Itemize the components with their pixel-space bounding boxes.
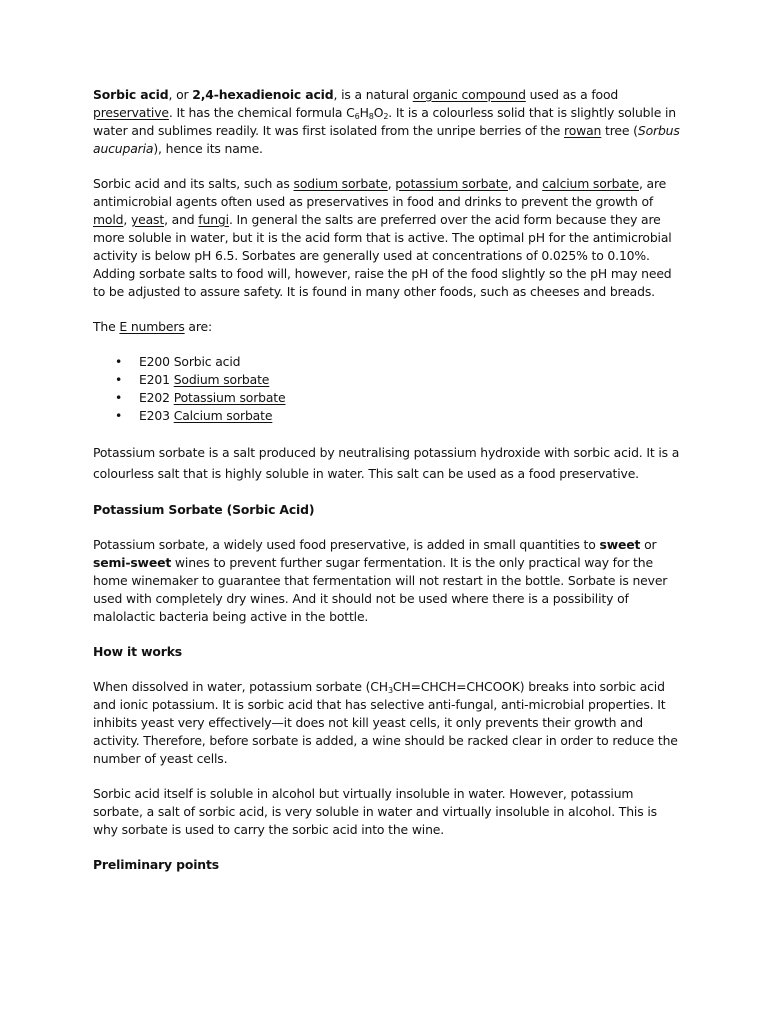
paragraph-wine-usage bbox=[93, 536, 683, 626]
text: tree ( bbox=[601, 123, 638, 138]
text: or bbox=[640, 537, 657, 552]
formula-sub-2: 2 bbox=[383, 112, 389, 121]
bullet-icon: • bbox=[115, 390, 123, 405]
link-organic-compound[interactable]: organic compound bbox=[412, 87, 526, 102]
link-potassium-sorbate-e202[interactable]: Potassium sorbate bbox=[173, 390, 286, 405]
text: The bbox=[93, 319, 120, 334]
link-mold[interactable]: mold bbox=[93, 212, 124, 227]
e-code: E203 bbox=[139, 408, 170, 423]
formula-o: O bbox=[373, 105, 384, 120]
paragraph-e-numbers-intro bbox=[93, 318, 683, 336]
text: Sorbic acid and its salts, such as bbox=[93, 176, 294, 191]
link-e-numbers[interactable]: E numbers bbox=[119, 319, 185, 334]
term-hexadienoic-acid: 2,4-hexadienoic acid bbox=[192, 87, 334, 102]
paragraph-potassium-sorbate-salt: Potassium sorbate is a salt produced by neutralising potassium hydroxide with sorbic acid. It is a colourless salt that is highly soluble in water. This salt can be used as a food preservative. bbox=[93, 445, 680, 481]
text: , bbox=[123, 212, 131, 227]
document-body bbox=[93, 86, 683, 891]
text: , bbox=[387, 176, 396, 191]
e-numbers-list bbox=[93, 353, 683, 425]
text: are: bbox=[184, 319, 213, 334]
link-sodium-sorbate[interactable]: sodium sorbate bbox=[293, 176, 388, 191]
e-name: Sorbic acid bbox=[173, 354, 241, 369]
text: ), hence its name. bbox=[153, 141, 263, 156]
list-item bbox=[93, 371, 683, 389]
link-yeast[interactable]: yeast bbox=[130, 212, 165, 227]
text: . It has the chemical formula bbox=[168, 105, 347, 120]
formula-sub-3: 3 bbox=[387, 686, 393, 695]
list-item bbox=[93, 389, 683, 407]
italic-sorbus-aucuparia: Sorbus aucuparia bbox=[93, 123, 680, 156]
bold-semi-sweet: semi-sweet bbox=[93, 555, 172, 570]
link-sodium-sorbate-e201[interactable]: Sodium sorbate bbox=[173, 372, 270, 387]
chemical-formula bbox=[346, 105, 388, 120]
paragraph-solubility: Sorbic acid itself is soluble in alcohol but virtually insoluble in water. However, potassium sorbate, a salt of sorbic acid, is very soluble in water and virtually insoluble in alcohol. This is why sorbate is used to carry the sorbic acid into the wine. bbox=[93, 786, 657, 837]
paragraph-how-it-works bbox=[93, 678, 683, 768]
text: , and bbox=[164, 212, 199, 227]
formula-sub-8: 8 bbox=[368, 112, 374, 121]
bullet-icon: • bbox=[115, 354, 123, 369]
link-calcium-sorbate-e203[interactable]: Calcium sorbate bbox=[173, 408, 273, 423]
text: CH=CHCH=CHCOOK) breaks into sorbic acid and ionic potassium. It is sorbic acid that has selective anti-fungal, anti-microbial properties. It inhibits yeast very effectively—it does not kill yeast cells, it only prevents their growth and activity. Therefore, before sorbate is added, a wine should be racked clear in order to reduce the number of yeast cells. bbox=[93, 679, 678, 766]
formula-c: C bbox=[346, 105, 355, 120]
formula-h: H bbox=[359, 105, 369, 120]
e-code: E202 bbox=[139, 390, 170, 405]
bullet-icon: • bbox=[115, 408, 123, 423]
paragraph-salts bbox=[93, 175, 683, 301]
heading-potassium-sorbate: Potassium Sorbate (Sorbic Acid) bbox=[93, 502, 315, 517]
formula-sub-6: 6 bbox=[354, 112, 360, 121]
text: , or bbox=[168, 87, 193, 102]
link-calcium-sorbate[interactable]: calcium sorbate bbox=[542, 176, 639, 191]
list-item bbox=[93, 407, 683, 425]
link-rowan[interactable]: rowan bbox=[564, 123, 602, 138]
text: used as a food bbox=[525, 87, 619, 102]
text: . It is a colourless solid that is slightly soluble in water and sublimes readily. It was first isolated from the unripe berries of the bbox=[93, 105, 676, 138]
term-sorbic-acid: Sorbic acid bbox=[93, 87, 169, 102]
bullet-icon: • bbox=[115, 372, 123, 387]
link-fungi[interactable]: fungi bbox=[198, 212, 229, 227]
paragraph-intro bbox=[93, 86, 683, 158]
text: , and bbox=[507, 176, 543, 191]
text: Potassium sorbate, a widely used food preservative, is added in small quantities to bbox=[93, 537, 600, 552]
heading-preliminary-points: Preliminary points bbox=[93, 857, 219, 872]
e-code: E200 bbox=[139, 354, 170, 369]
link-potassium-sorbate[interactable]: potassium sorbate bbox=[395, 176, 508, 191]
bold-sweet: sweet bbox=[599, 537, 641, 552]
text: , are antimicrobial agents often used as preservatives in food and drinks to prevent the growth of bbox=[93, 176, 667, 209]
list-item bbox=[93, 353, 683, 371]
text: , is a natural bbox=[333, 87, 413, 102]
text: . In general the salts are preferred over the acid form because they are more soluble in water, but it is the acid form that is active. The optimal pH for the antimicrobial activity is below pH 6.5. Sorbates are generally used at concentrations of 0.025% to 0.10%. Adding sorbate salts to food will, however, raise the pH of the food slightly so the pH may need to be adjusted to assure safety. It is found in many other foods, such as cheeses and breads. bbox=[93, 212, 672, 299]
heading-how-it-works: How it works bbox=[93, 644, 183, 659]
link-preservative[interactable]: preservative bbox=[93, 105, 169, 120]
e-code: E201 bbox=[139, 372, 170, 387]
text: wines to prevent further sugar fermentation. It is the only practical way for the home winemaker to guarantee that fermentation will not restart in the bottle. Sorbate is never used with completely dry wines. And it should not be used where there is a possibility of malolactic bacteria being active in the bottle. bbox=[93, 555, 668, 624]
text: When dissolved in water, potassium sorbate (CH bbox=[93, 679, 388, 694]
